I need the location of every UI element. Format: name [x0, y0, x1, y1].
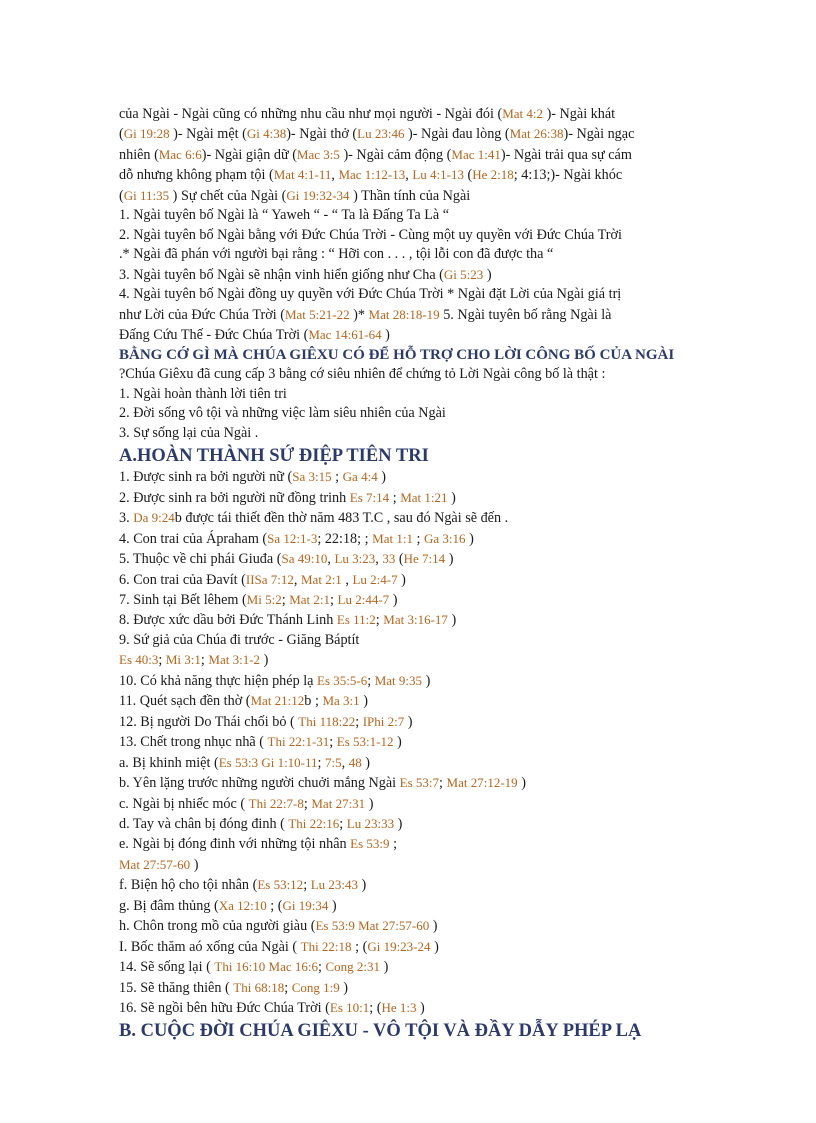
line-text: )- Ngài trải qua sự cám: [500, 146, 632, 163]
line-text: I. Bốc thăm aó xống của Ngài (: [119, 938, 301, 955]
scripture-reference-link[interactable]: Mac 14:61-64: [308, 326, 382, 342]
scripture-reference-link[interactable]: Mac 3:5: [296, 146, 340, 162]
text-line: [119, 104, 699, 124]
text-line: [119, 165, 699, 185]
line-text: ): [445, 551, 454, 568]
line-text: ): [394, 815, 403, 832]
scripture-reference-link[interactable]: Es 53:3 Gi 1:10-11: [218, 754, 318, 770]
line-text: 3.: [119, 510, 134, 527]
scripture-reference-link[interactable]: Lu 3:23: [334, 551, 376, 567]
line-text: 14. Sẽ sống lại (: [119, 959, 215, 976]
line-text: ; (: [369, 1000, 382, 1017]
text-line: [119, 245, 699, 264]
line-text: 3. Sự sống lại của Ngài .: [119, 424, 259, 441]
text-line: [119, 773, 699, 793]
text-line: [119, 508, 699, 528]
scripture-reference-link[interactable]: He 1:3: [381, 1000, 417, 1016]
text-line: [119, 265, 699, 285]
text-line: [119, 206, 699, 225]
line-text: 15. Sẽ thăng thiên (: [119, 979, 234, 996]
scripture-reference-link[interactable]: Cong 1:9: [291, 979, 340, 995]
text-line: [119, 549, 699, 569]
line-text: ): [393, 734, 402, 751]
line-text: 1. Ngài hoàn thành lời tiên tri: [119, 385, 287, 402]
scripture-reference-link[interactable]: Gi 4:38: [246, 126, 287, 142]
line-text: 2. Được sinh ra bởi người nữ đồng trinh: [119, 489, 350, 506]
scripture-reference-link[interactable]: Thi 22:16: [288, 815, 340, 831]
scripture-reference-link[interactable]: 33: [382, 551, 396, 567]
text-line: [119, 650, 699, 670]
scripture-reference-link[interactable]: 7:5: [325, 754, 342, 770]
text-line: [119, 978, 699, 998]
line-text: ): [359, 693, 368, 710]
line-text: ): [429, 918, 438, 935]
line-text: ;: [303, 795, 312, 812]
line-text: ): [447, 489, 456, 506]
line-text: ): [465, 530, 474, 547]
line-text: ;: [317, 754, 326, 771]
scripture-reference-link[interactable]: Cong 2:31: [325, 959, 381, 975]
line-text: dỗ nhưng không phạm tội (: [119, 167, 274, 184]
line-text: ): [430, 938, 439, 955]
line-text: 5. Ngài tuyên bố rằng Ngài là: [439, 306, 612, 323]
line-text: 8. Được xức dầu bởi Đức Thánh Linh: [119, 612, 337, 629]
line-text: ): [416, 1000, 425, 1017]
scripture-reference-link[interactable]: Mac 6:6: [158, 146, 202, 162]
line-text: ): [365, 795, 374, 812]
text-line: [119, 916, 699, 936]
scripture-reference-link[interactable]: Mat 4:2: [502, 106, 544, 121]
line-text: ;: [303, 877, 311, 894]
line-text: ; (: [266, 897, 283, 914]
line-text: của Ngài - Ngài cũng có những nhu cầu như mọi người - Ngài đói (: [119, 106, 503, 122]
scripture-reference-link[interactable]: Lu 23:33: [346, 815, 395, 831]
line-text: ;: [158, 652, 166, 669]
line-text: (: [119, 187, 124, 204]
line-text: )- Ngài mệt (: [169, 126, 247, 143]
scripture-reference-link[interactable]: Gi 19:34: [282, 897, 329, 913]
scripture-reference-link[interactable]: Mat 9:35: [374, 672, 423, 688]
line-text: (: [119, 126, 124, 143]
line-text: (: [395, 551, 404, 568]
scripture-reference-link[interactable]: Thi 16:10 Mac 16:6: [214, 959, 319, 975]
line-text: )- Ngài đau lòng (: [404, 126, 510, 143]
line-text: ): [517, 775, 526, 792]
line-text: 1. Được sinh ra bởi người nữ (: [119, 469, 293, 486]
scripture-reference-link[interactable]: Es 53:7: [399, 775, 440, 791]
scripture-reference-link[interactable]: Mat 2:1: [289, 591, 331, 607]
text-line: [119, 855, 699, 875]
scripture-reference-link[interactable]: Es 11:2: [336, 612, 376, 628]
line-text: 10. Có khả năng thực hiện phép lạ: [119, 672, 317, 689]
scripture-reference-link[interactable]: Gi 19:28: [123, 126, 170, 142]
text-line: [119, 794, 699, 814]
line-text: g. Bị đâm thủng (: [119, 897, 219, 914]
text-line: [119, 957, 699, 977]
line-text: )- Ngài giận dữ (: [201, 146, 297, 163]
scripture-reference-link[interactable]: Sa 49:10: [281, 551, 328, 567]
line-text: ): [422, 672, 431, 689]
text-line: [119, 467, 699, 487]
scripture-reference-link[interactable]: Es 10:1: [329, 1000, 370, 1016]
text-line: [119, 590, 699, 610]
text-line: [119, 285, 699, 304]
text-line: [119, 834, 699, 854]
scripture-reference-link[interactable]: Mat 4:1-11: [273, 167, 332, 183]
line-text: .* Ngài đã phán với người bại rằng : “ Hỡi con . . . , tội lỗi con đã được tha “: [119, 246, 554, 263]
line-text: ;: [439, 775, 447, 792]
line-text: BẰNG CỚ GÌ MÀ CHÚA GIÊXU CÓ ĐỂ HỖ TRỢ CHO LỜI CÔNG BỐ CỦA NGÀI: [119, 347, 675, 364]
line-text: ): [447, 612, 457, 629]
scripture-reference-link[interactable]: Es 53:9 Mat 27:57-60: [315, 918, 430, 934]
line-text: )- Ngài cảm động (: [339, 146, 452, 163]
line-text: b ;: [304, 693, 323, 710]
line-text: B. CUỘC ĐỜI CHÚA GIÊXU - VÔ TỘI VÀ ĐẦY DẪY PHÉP LẠ: [119, 1021, 642, 1042]
scripture-reference-link[interactable]: Mat 26:38: [509, 126, 564, 142]
scripture-reference-link[interactable]: Es 53:9: [350, 836, 390, 852]
line-text: )- Ngài khát: [543, 106, 616, 122]
text-line: [119, 145, 699, 165]
text-line: [119, 570, 699, 590]
scripture-reference-link[interactable]: 48: [348, 754, 362, 770]
scripture-reference-link[interactable]: Es 7:14: [349, 489, 390, 505]
line-text: ,: [341, 754, 349, 771]
scripture-reference-link[interactable]: IISa 7:12: [245, 571, 294, 587]
scripture-reference-link[interactable]: Mi 3:1: [165, 652, 201, 668]
text-line: [119, 186, 699, 206]
text-line: [119, 529, 699, 549]
scripture-reference-link[interactable]: Mat 1:21: [400, 489, 448, 505]
line-text: b. Yên lặng trước những người chuởi mắng Ngài: [119, 775, 400, 792]
text-line: [119, 365, 699, 384]
line-text: nhiên (: [119, 146, 159, 163]
line-text: c. Ngài bị nhiếc móc (: [119, 795, 249, 812]
scripture-reference-link[interactable]: Lu 2:44-7: [337, 591, 390, 607]
scripture-reference-link[interactable]: Es 53:12: [257, 877, 304, 893]
text-line: [119, 631, 699, 650]
line-text: ;: [389, 836, 398, 853]
scripture-reference-link[interactable]: Mi 5:2: [246, 591, 282, 607]
scripture-reference-link[interactable]: Thi 22:7-8: [248, 795, 304, 811]
line-text: ,: [327, 551, 335, 568]
scripture-reference-link[interactable]: Mac 1:41: [451, 146, 501, 162]
scripture-reference-link[interactable]: Es 53:1-12: [336, 734, 394, 750]
text-line: [119, 226, 699, 245]
line-text: )*: [349, 306, 369, 323]
line-text: 3. Ngài tuyên bố Ngài sẽ nhận vinh hiển giống như Cha (: [119, 266, 444, 283]
line-text: A.HOÀN THÀNH SỨ ĐIỆP TIÊN TRI: [119, 446, 429, 467]
text-line: [119, 937, 699, 957]
line-text: d. Tay và chân bị đóng đinh (: [119, 815, 289, 832]
scripture-reference-link[interactable]: Mat 2:1: [301, 571, 342, 587]
scripture-reference-link[interactable]: Thi 22:1-31: [267, 734, 330, 750]
line-text: ;: [284, 979, 292, 996]
line-text: ) Thần tính của Ngài: [349, 187, 471, 204]
scripture-reference-link[interactable]: Gi 5:23: [443, 266, 484, 282]
section-title: [119, 1020, 699, 1042]
line-text: 13. Chết trong nhục nhã (: [119, 734, 268, 751]
line-text: 5. Thuộc về chi phái Giuđa (: [119, 551, 282, 568]
line-text: 9. Sứ giả của Chúa đi trước - Giăng Báptít: [119, 631, 360, 648]
line-text: 7. Sinh tại Bết lêhem (: [119, 591, 247, 608]
section-heading: [119, 345, 699, 365]
line-text: ; (: [351, 938, 368, 955]
line-text: (: [463, 167, 473, 184]
line-text: ;: [355, 713, 363, 730]
line-text: 2. Ngài tuyên bố Ngài bằng với Đức Chúa Trời - Cùng một uy quyền với Đức Chúa Trời: [119, 226, 622, 243]
line-text: e. Ngài bị đóng đinh với những tội nhân: [119, 836, 351, 853]
scripture-reference-link[interactable]: IPhi 2:7: [362, 713, 405, 729]
scripture-reference-link[interactable]: Ga 3:16: [424, 530, 466, 546]
line-text: ;: [329, 734, 337, 751]
line-text: ; 22:18; ;: [317, 530, 373, 547]
text-line: [119, 325, 699, 345]
scripture-reference-link[interactable]: Mat 27:57-60: [119, 856, 191, 872]
line-text: ;: [389, 489, 401, 506]
scripture-reference-link[interactable]: Es 35:5-6: [317, 672, 368, 688]
line-text: ;: [318, 959, 326, 976]
line-text: h. Chôn trong mồ của người giàu (: [119, 918, 316, 935]
line-text: )- Ngài ngạc: [563, 126, 635, 143]
scripture-reference-link[interactable]: Lu 23:43: [310, 877, 358, 893]
scripture-reference-link[interactable]: Mat 5:21-22: [284, 306, 350, 322]
text-line: [119, 424, 699, 443]
scripture-reference-link[interactable]: Mac 1:12-13: [338, 167, 406, 183]
scripture-reference-link[interactable]: Da 9:24: [133, 510, 175, 526]
scripture-reference-link[interactable]: He 7:14: [403, 551, 446, 567]
text-line: [119, 385, 699, 404]
scripture-reference-link[interactable]: Xa 12:10: [218, 897, 267, 913]
text-line: [119, 691, 699, 711]
text-line: [119, 896, 699, 916]
line-text: ;: [281, 591, 290, 608]
scripture-reference-link[interactable]: Ma 3:1: [322, 693, 360, 709]
scripture-reference-link[interactable]: Ga 4:4: [342, 469, 378, 485]
line-text: ): [260, 652, 269, 669]
section-title: [119, 445, 699, 467]
text-line: [119, 712, 699, 732]
line-text: ,: [405, 167, 413, 184]
line-text: ): [328, 897, 337, 914]
line-text: 16. Sẽ ngồi bên hữu Đức Chúa Trời (: [119, 1000, 330, 1017]
line-text: ,: [375, 551, 383, 568]
scripture-reference-link[interactable]: He 2:18: [472, 167, 514, 183]
line-text: ;: [339, 815, 347, 832]
scripture-reference-link[interactable]: Thi 22:18: [300, 938, 352, 954]
scripture-reference-link[interactable]: Lu 4:1-13: [412, 167, 464, 183]
line-text: b được tái thiết đền thờ năm 483 T.C , sau đó Ngài sẽ đến .: [174, 510, 509, 527]
scripture-reference-link[interactable]: Lu 23:46: [357, 126, 405, 142]
text-line: [119, 305, 699, 325]
line-text: a. Bị khinh miệt (: [119, 754, 219, 771]
text-line: [119, 671, 699, 691]
text-line: [119, 404, 699, 423]
line-text: ): [358, 877, 367, 894]
line-text: ): [380, 959, 389, 976]
scripture-reference-link[interactable]: Sa 3:15: [292, 469, 332, 485]
scripture-reference-link[interactable]: Gi 11:35: [123, 187, 170, 203]
text-line: [119, 732, 699, 752]
scripture-reference-link[interactable]: Mat 28:18-19: [368, 306, 440, 322]
line-text: ;: [331, 469, 343, 486]
line-text: f. Biện hộ cho tội nhân (: [119, 877, 258, 894]
line-text: ): [381, 326, 390, 343]
line-text: 6. Con trai của Đavít (: [119, 571, 246, 588]
document-body: [119, 104, 699, 1042]
line-text: ): [389, 591, 398, 608]
line-text: ,: [341, 571, 353, 588]
line-text: 2. Đời sống vô tội và những việc làm siêu nhiên của Ngài: [119, 405, 446, 422]
text-line: [119, 875, 699, 895]
text-line: [119, 124, 699, 144]
line-text: ): [397, 571, 406, 588]
line-text: ): [361, 754, 371, 771]
line-text: 12. Bị người Do Thái chối bỏ (: [119, 713, 299, 730]
line-text: ;: [375, 612, 384, 629]
scripture-reference-link[interactable]: Mat 27:31: [311, 795, 366, 811]
line-text: ; 4:13;)- Ngài khóc: [513, 167, 623, 184]
line-text: 11. Quét sạch đền thờ (: [119, 693, 251, 710]
line-text: ): [377, 469, 386, 486]
line-text: ): [404, 713, 413, 730]
scripture-reference-link[interactable]: Mat 3:16-17: [383, 612, 448, 628]
text-line: [119, 998, 699, 1018]
line-text: ;: [412, 530, 424, 547]
scripture-reference-link[interactable]: Gi 19:32-34: [286, 187, 350, 203]
line-text: 4. Con trai của Ápraham (: [119, 530, 268, 547]
line-text: ) Sự chết của Ngài (: [169, 187, 287, 204]
scripture-reference-link[interactable]: Mat 3:1-2: [208, 652, 261, 668]
text-line: [119, 753, 699, 773]
scripture-reference-link[interactable]: Thi 68:18: [233, 979, 285, 995]
line-text: ;: [330, 591, 338, 608]
scripture-reference-link[interactable]: Es 40:3: [119, 652, 159, 668]
line-text: như Lời của Đức Chúa Trời (: [119, 306, 285, 323]
text-line: [119, 814, 699, 834]
line-text: 4. Ngài tuyên bố Ngài đồng uy quyền với Đức Chúa Trời * Ngài đặt Lời của Ngài giá trị: [119, 286, 622, 303]
scripture-reference-link[interactable]: Lu 2:4-7: [352, 571, 398, 587]
scripture-reference-link[interactable]: Thi 118:22: [298, 713, 356, 729]
line-text: ): [483, 266, 492, 283]
scripture-reference-link[interactable]: Mat 1:1: [372, 530, 413, 546]
line-text: ,: [293, 571, 301, 588]
line-text: ?Chúa Giêxu đã cung cấp 3 bằng cớ siêu nhiên để chứng tỏ Lời Ngài công bố là thật :: [119, 366, 606, 383]
line-text: Đấng Cứu Thế - Đức Chúa Trời (: [119, 326, 309, 343]
line-text: )- Ngài thở (: [286, 126, 358, 143]
text-line: [119, 488, 699, 508]
line-text: ): [339, 979, 349, 996]
line-text: 1. Ngài tuyên bố Ngài là “ Yaweh “ - “ Ta là Đấng Ta Là “: [119, 207, 450, 224]
line-text: ): [190, 856, 199, 873]
scripture-reference-link[interactable]: Mat 27:12-19: [446, 775, 518, 791]
scripture-reference-link[interactable]: Sa 12:1-3: [267, 530, 318, 546]
text-line: [119, 610, 699, 630]
scripture-reference-link[interactable]: Mat 21:12: [250, 693, 305, 709]
line-text: ,: [331, 167, 339, 184]
scripture-reference-link[interactable]: Gi 19:23-24: [367, 938, 431, 954]
line-text: ;: [200, 652, 209, 669]
line-text: ;: [367, 672, 375, 689]
